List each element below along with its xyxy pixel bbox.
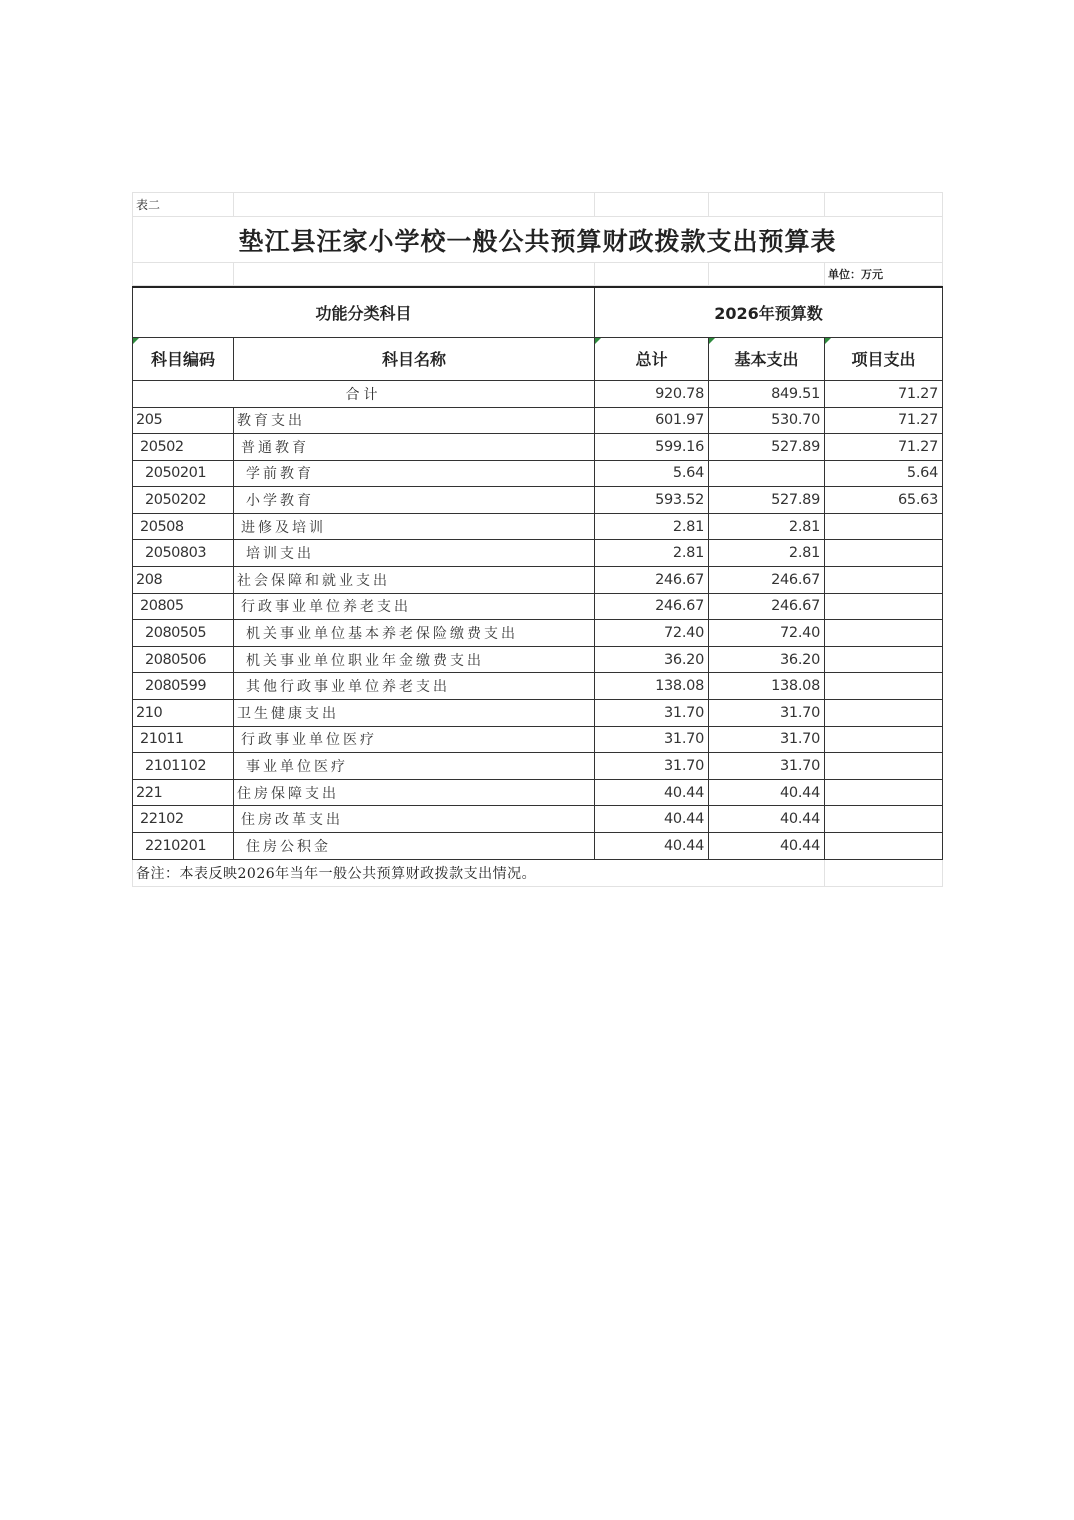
row-project bbox=[825, 753, 943, 780]
table-row bbox=[133, 646, 943, 673]
row-basic: 527.89 bbox=[709, 487, 825, 514]
row-total: 31.70 bbox=[595, 700, 709, 727]
row-name: 住房公积金 bbox=[234, 833, 595, 860]
row-code: 22102 bbox=[133, 806, 234, 833]
row-project: 71.27 bbox=[825, 434, 943, 461]
table-row bbox=[133, 779, 943, 806]
row-name: 小学教育 bbox=[234, 487, 595, 514]
row-total: 138.08 bbox=[595, 673, 709, 700]
cell-marker-icon bbox=[133, 338, 139, 344]
row-basic: 40.44 bbox=[709, 833, 825, 860]
row-code: 2050803 bbox=[133, 540, 234, 567]
row-code: 221 bbox=[133, 779, 234, 806]
row-code: 2210201 bbox=[133, 833, 234, 860]
row-name: 住房保障支出 bbox=[234, 779, 595, 806]
row-basic bbox=[709, 460, 825, 487]
col-header-project: 项目支出 bbox=[825, 337, 943, 380]
row-basic: 246.67 bbox=[709, 593, 825, 620]
row-basic: 246.67 bbox=[709, 567, 825, 594]
row-basic: 138.08 bbox=[709, 673, 825, 700]
row-code: 2101102 bbox=[133, 753, 234, 780]
cell-marker-icon bbox=[709, 338, 715, 344]
row-project bbox=[825, 806, 943, 833]
row-total: 601.97 bbox=[595, 407, 709, 434]
table-row bbox=[133, 567, 943, 594]
row-project: 5.64 bbox=[825, 460, 943, 487]
row-basic: 31.70 bbox=[709, 726, 825, 753]
row-basic: 527.89 bbox=[709, 434, 825, 461]
row-total: 40.44 bbox=[595, 833, 709, 860]
row-total: 31.70 bbox=[595, 753, 709, 780]
row-name: 培训支出 bbox=[234, 540, 595, 567]
row-code: 20805 bbox=[133, 593, 234, 620]
row-name: 社会保障和就业支出 bbox=[234, 567, 595, 594]
row-project bbox=[825, 513, 943, 540]
table-row bbox=[133, 620, 943, 647]
row-code: 2050201 bbox=[133, 460, 234, 487]
row-name: 普通教育 bbox=[234, 434, 595, 461]
cell-marker-icon bbox=[595, 338, 601, 344]
row-total: 40.44 bbox=[595, 779, 709, 806]
col-header-total: 总计 bbox=[595, 337, 709, 380]
row-name: 行政事业单位医疗 bbox=[234, 726, 595, 753]
row-code: 2080599 bbox=[133, 673, 234, 700]
row-code: 2080505 bbox=[133, 620, 234, 647]
header-functional-category: 功能分类科目 bbox=[133, 287, 595, 337]
table-row bbox=[133, 726, 943, 753]
note-table bbox=[132, 860, 943, 888]
row-code: 21011 bbox=[133, 726, 234, 753]
total-basic: 849.51 bbox=[709, 380, 825, 407]
header-budget-2026: 2026年预算数 bbox=[595, 287, 943, 337]
row-total: 246.67 bbox=[595, 567, 709, 594]
row-basic: 40.44 bbox=[709, 779, 825, 806]
row-name: 事业单位医疗 bbox=[234, 753, 595, 780]
budget-table bbox=[132, 286, 943, 860]
budget-sheet bbox=[132, 192, 942, 887]
row-name: 住房改革支出 bbox=[234, 806, 595, 833]
row-basic: 31.70 bbox=[709, 700, 825, 727]
row-project bbox=[825, 726, 943, 753]
row-name: 卫生健康支出 bbox=[234, 700, 595, 727]
total-sum: 920.78 bbox=[595, 380, 709, 407]
row-project bbox=[825, 700, 943, 727]
row-total: 36.20 bbox=[595, 646, 709, 673]
row-basic: 40.44 bbox=[709, 806, 825, 833]
row-total: 2.81 bbox=[595, 540, 709, 567]
total-project: 71.27 bbox=[825, 380, 943, 407]
table-row bbox=[133, 673, 943, 700]
row-project bbox=[825, 646, 943, 673]
row-project bbox=[825, 673, 943, 700]
row-total: 2.81 bbox=[595, 513, 709, 540]
row-project bbox=[825, 593, 943, 620]
page-title: 垫江县汪家小学校一般公共预算财政拨款支出预算表 bbox=[133, 217, 943, 263]
row-code: 210 bbox=[133, 700, 234, 727]
row-project bbox=[825, 620, 943, 647]
row-total: 599.16 bbox=[595, 434, 709, 461]
row-code: 20508 bbox=[133, 513, 234, 540]
row-name: 教育支出 bbox=[234, 407, 595, 434]
col-header-code: 科目编码 bbox=[133, 337, 234, 380]
row-basic: 2.81 bbox=[709, 513, 825, 540]
row-project: 65.63 bbox=[825, 487, 943, 514]
row-basic: 2.81 bbox=[709, 540, 825, 567]
row-code: 2050202 bbox=[133, 487, 234, 514]
row-project: 71.27 bbox=[825, 407, 943, 434]
row-basic: 31.70 bbox=[709, 753, 825, 780]
row-basic: 36.20 bbox=[709, 646, 825, 673]
table-row bbox=[133, 833, 943, 860]
table-row bbox=[133, 753, 943, 780]
table-row bbox=[133, 434, 943, 461]
row-basic: 72.40 bbox=[709, 620, 825, 647]
total-row bbox=[133, 380, 943, 407]
table-row bbox=[133, 487, 943, 514]
row-code: 205 bbox=[133, 407, 234, 434]
row-project bbox=[825, 833, 943, 860]
table-row bbox=[133, 513, 943, 540]
row-name: 进修及培训 bbox=[234, 513, 595, 540]
col-header-basic: 基本支出 bbox=[709, 337, 825, 380]
table-row bbox=[133, 407, 943, 434]
row-total: 72.40 bbox=[595, 620, 709, 647]
row-project bbox=[825, 779, 943, 806]
row-name: 机关事业单位基本养老保险缴费支出 bbox=[234, 620, 595, 647]
col-header-name: 科目名称 bbox=[234, 337, 595, 380]
row-total: 593.52 bbox=[595, 487, 709, 514]
row-name: 行政事业单位养老支出 bbox=[234, 593, 595, 620]
row-code: 2080506 bbox=[133, 646, 234, 673]
table-row bbox=[133, 806, 943, 833]
row-project bbox=[825, 540, 943, 567]
unit-label: 单位：万元 bbox=[825, 263, 943, 286]
row-total: 5.64 bbox=[595, 460, 709, 487]
cell-marker-icon bbox=[825, 338, 831, 344]
row-project bbox=[825, 567, 943, 594]
table-row bbox=[133, 460, 943, 487]
row-code: 208 bbox=[133, 567, 234, 594]
row-basic: 530.70 bbox=[709, 407, 825, 434]
row-total: 246.67 bbox=[595, 593, 709, 620]
total-label: 合计 bbox=[133, 380, 595, 407]
row-name: 学前教育 bbox=[234, 460, 595, 487]
row-total: 40.44 bbox=[595, 806, 709, 833]
table-row bbox=[133, 700, 943, 727]
row-name: 机关事业单位职业年金缴费支出 bbox=[234, 646, 595, 673]
table-tag: 表二 bbox=[133, 193, 234, 217]
table-row bbox=[133, 540, 943, 567]
row-code: 20502 bbox=[133, 434, 234, 461]
row-total: 31.70 bbox=[595, 726, 709, 753]
footnote: 备注：本表反映2026年当年一般公共预算财政拨款支出情况。 bbox=[133, 860, 825, 887]
row-name: 其他行政事业单位养老支出 bbox=[234, 673, 595, 700]
sheet-header-table bbox=[132, 192, 943, 286]
table-row bbox=[133, 593, 943, 620]
